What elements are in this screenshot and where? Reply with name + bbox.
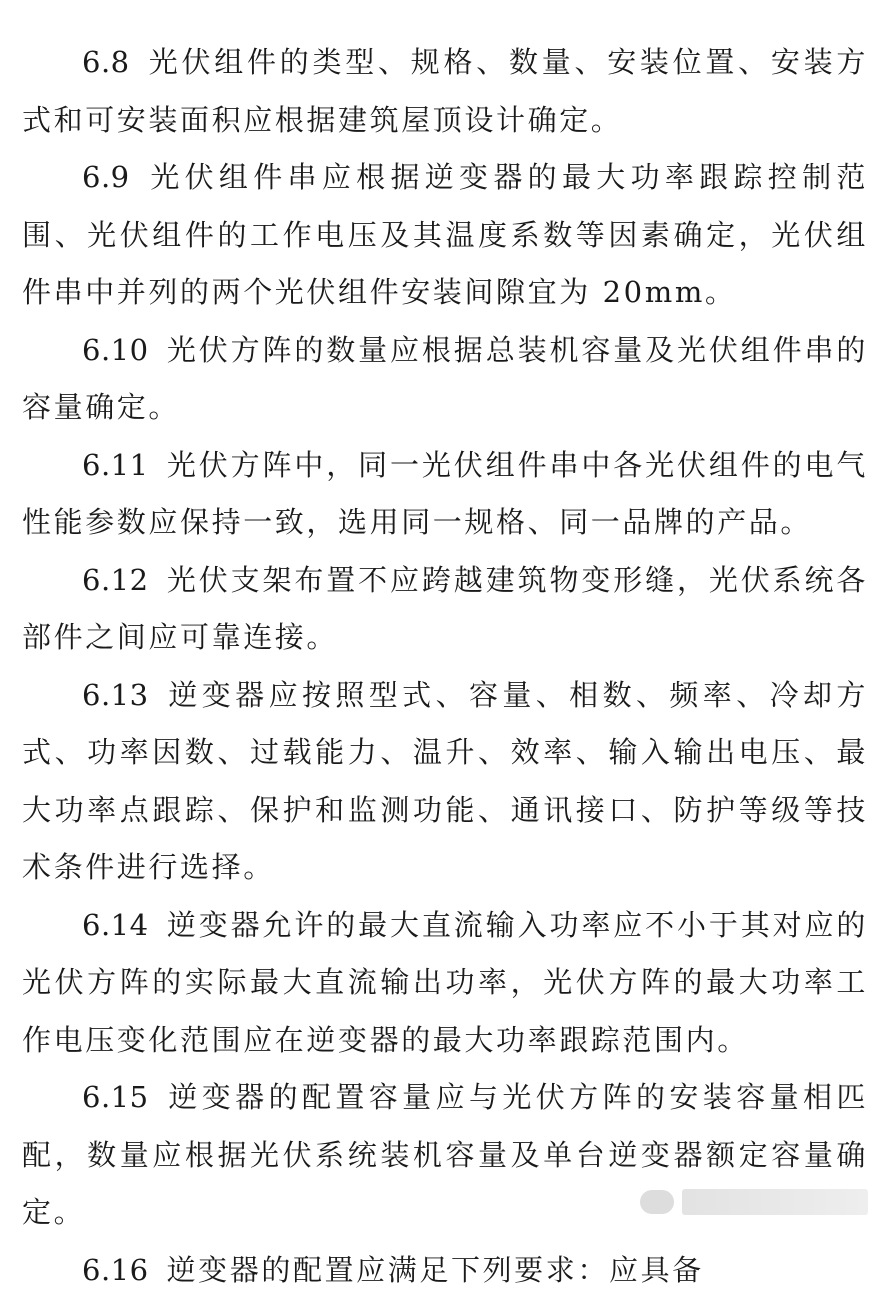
clause-6-12 [22, 552, 868, 667]
clause-6-9 [22, 149, 868, 322]
clause-number: 6.15 [82, 1080, 149, 1114]
clause-6-10 [22, 322, 868, 437]
clause-6-16 [22, 1242, 868, 1299]
clause-text: 逆变器应按照型式、容量、相数、频率、冷却方式、功率因数、过载能力、温升、效率、输入输出电压、最大功率点跟踪、保护和监测功能、通讯接口、防护等级等技术条件进行选择。 [22, 678, 868, 885]
clause-text: 逆变器允许的最大直流输入功率应不小于其对应的光伏方阵的实际最大直流输出功率，光伏方阵的最大功率工作电压变化范围应在逆变器的最大功率跟踪范围内。 [22, 908, 868, 1057]
clause-text: 光伏方阵的数量应根据总装机容量及光伏组件串的容量确定。 [22, 333, 868, 425]
clause-6-14 [22, 897, 868, 1070]
clause-text: 逆变器的配置容量应与光伏方阵的安装容量相匹配，数量应根据光伏系统装机容量及单台逆变器额定容量确定。 [22, 1080, 868, 1229]
clause-text: 逆变器的配置应满足下列要求：应具备 [167, 1253, 704, 1287]
clause-text: 光伏组件串应根据逆变器的最大功率跟踪控制范围、光伏组件的工作电压及其温度系数等因素确定，光伏组件串中并列的两个光伏组件安装间隙宜为 20mm。 [22, 160, 868, 309]
clause-number: 6.12 [82, 563, 149, 597]
clause-number: 6.13 [82, 678, 149, 712]
clause-text: 光伏支架布置不应跨越建筑物变形缝，光伏系统各部件之间应可靠连接。 [22, 563, 868, 655]
clause-6-8 [22, 34, 868, 149]
clause-number: 6.9 [82, 160, 130, 194]
clause-number: 6.16 [82, 1253, 149, 1287]
wechat-icon [640, 1190, 674, 1214]
clause-number: 6.8 [82, 45, 130, 79]
clause-number: 6.11 [82, 448, 149, 482]
clause-text: 光伏方阵中，同一光伏组件串中各光伏组件的电气性能参数应保持一致，选用同一规格、同一品牌的产品。 [22, 448, 868, 540]
clause-number: 6.14 [82, 908, 149, 942]
watermark-bar [682, 1189, 868, 1215]
clause-number: 6.10 [82, 333, 149, 367]
document-body [22, 34, 868, 1299]
clause-6-13 [22, 667, 868, 897]
clause-text: 光伏组件的类型、规格、数量、安装位置、安装方式和可安装面积应根据建筑屋顶设计确定。 [22, 45, 868, 137]
clause-6-11 [22, 437, 868, 552]
watermark-overlay [640, 1180, 868, 1224]
